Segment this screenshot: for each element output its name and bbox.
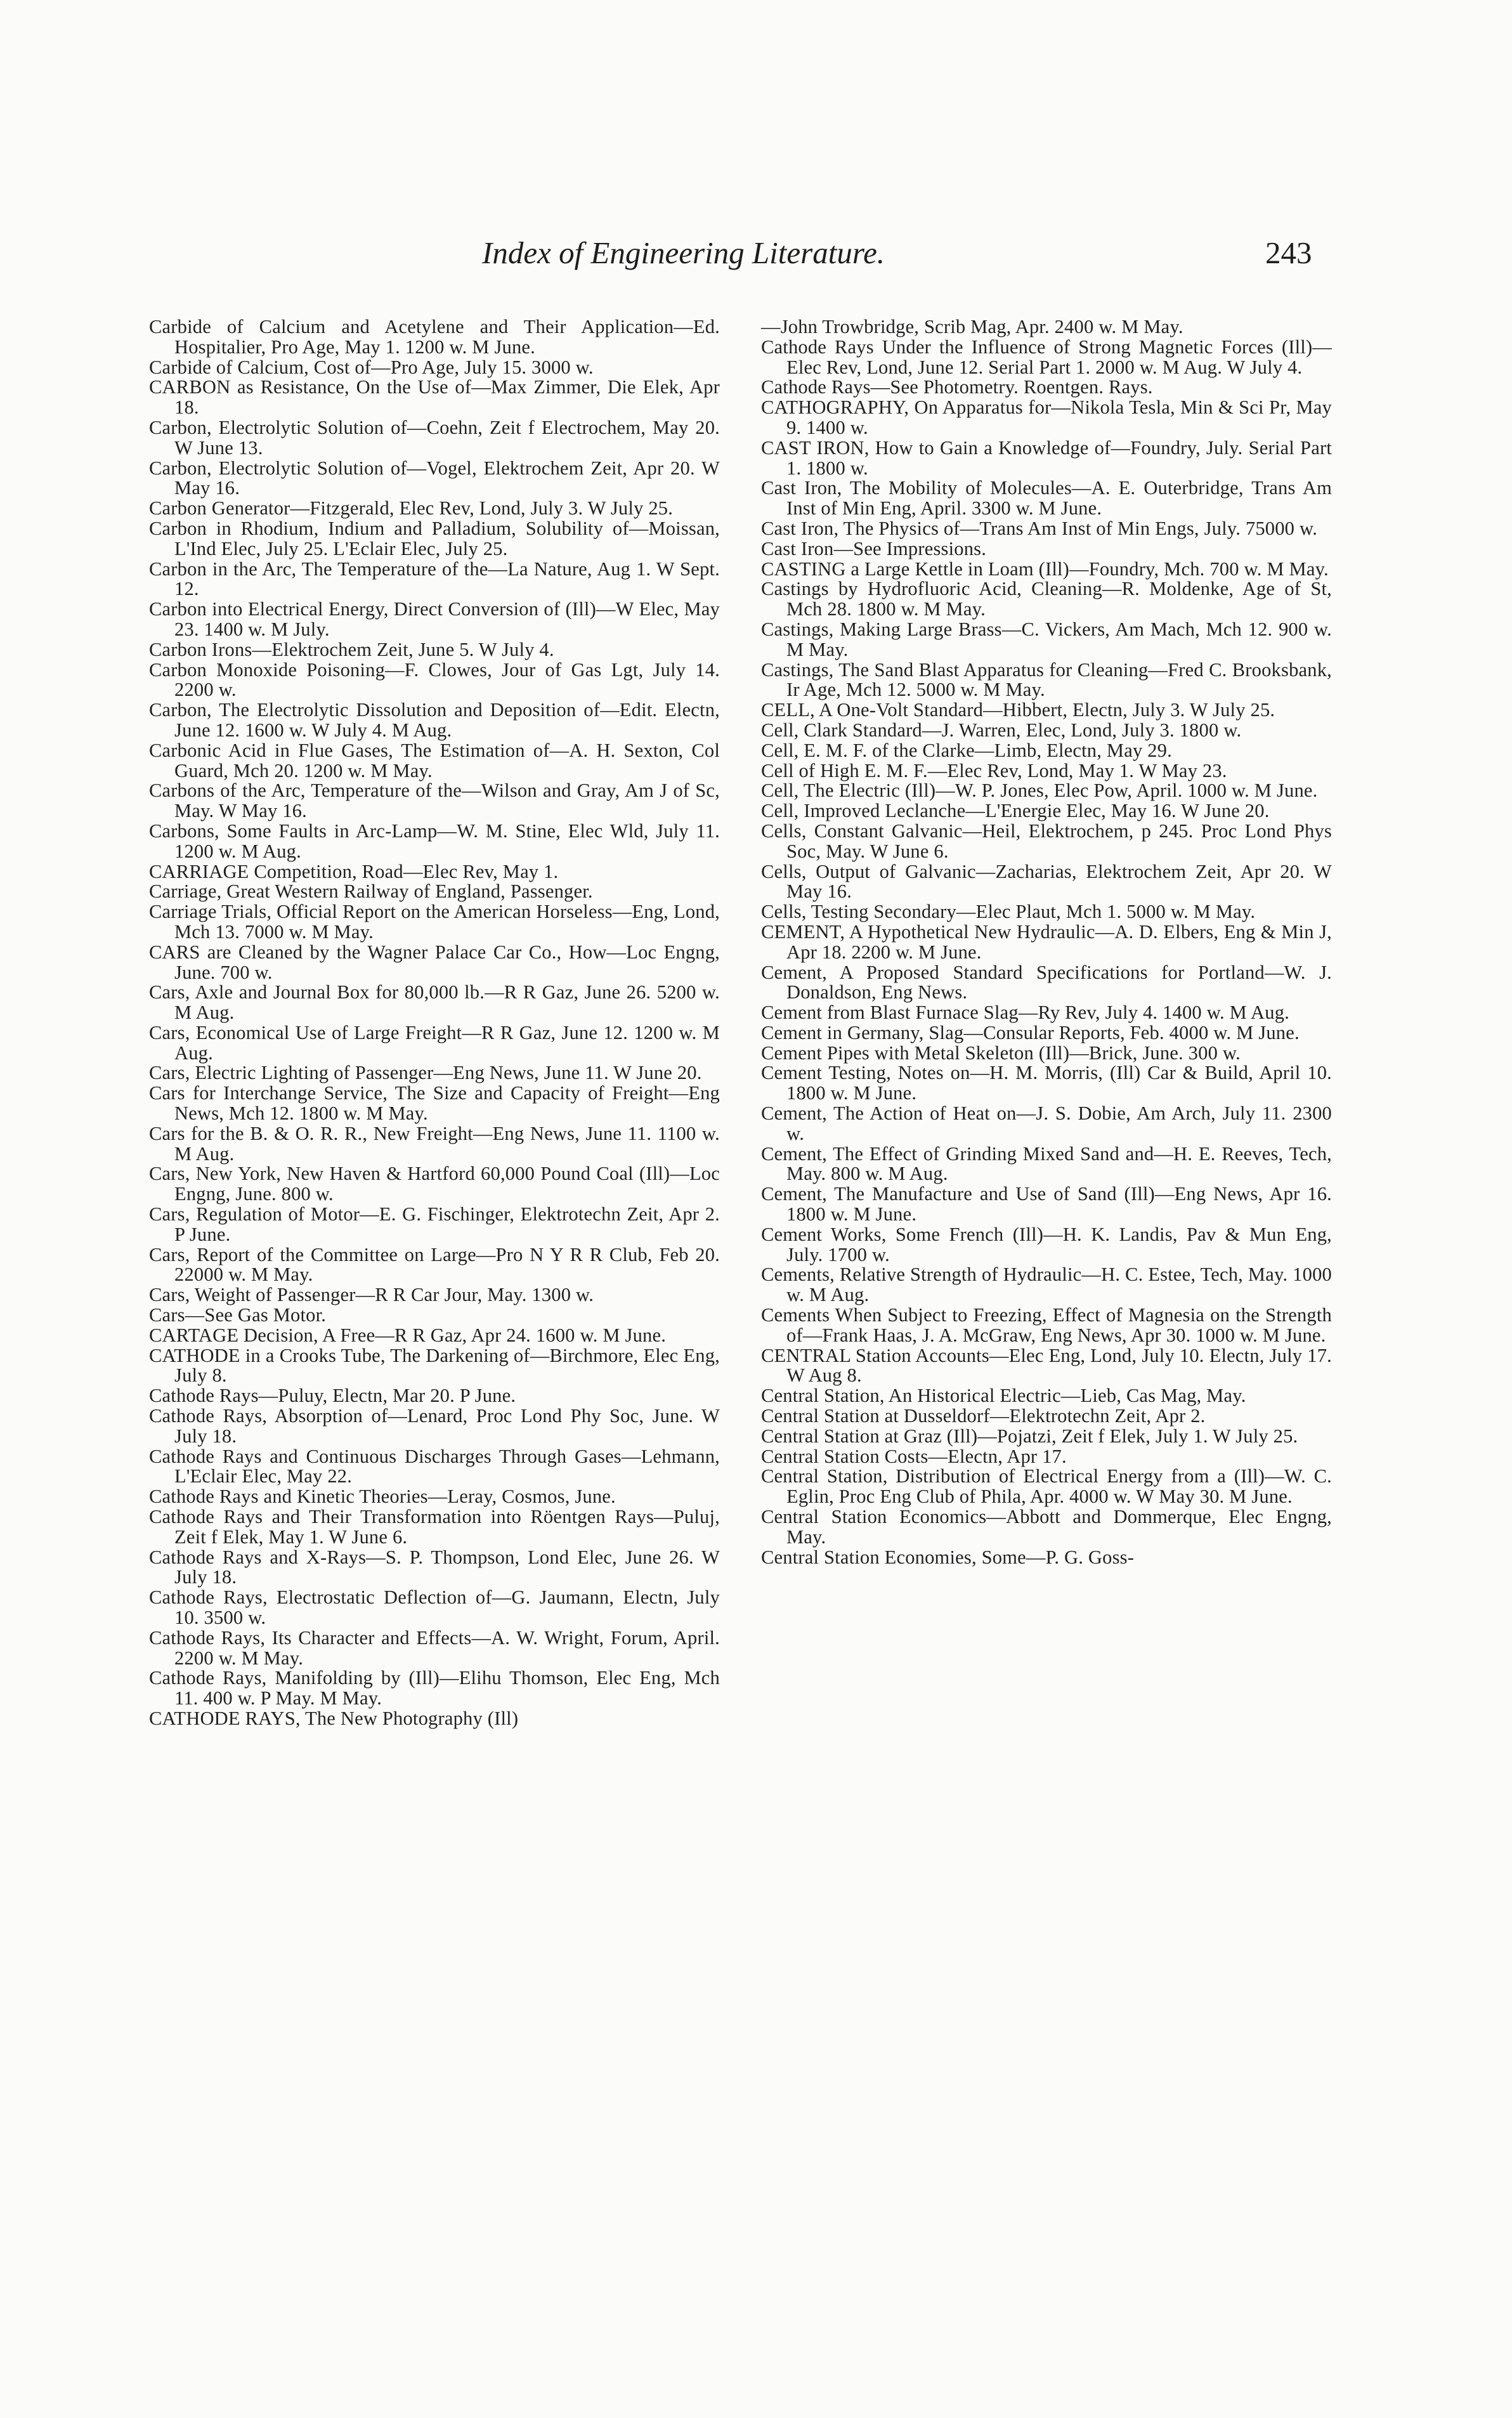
index-entry: Central Station Economics—Abbott and Dommerque, Elec Engng, May. [761,1506,1332,1548]
index-entry: Central Station at Dusseldorf—Elektrotechn Zeit, Apr 2. [761,1405,1206,1427]
index-entry: Central Station, An Historical Electric—Lieb, Cas Mag, May. [761,1385,1246,1407]
index-entry: CARTAGE Decision, A Free—R R Gaz, Apr 24. 1600 w. M June. [149,1324,667,1346]
index-entry: Carbide of Calcium and Acetylene and Their Application—Ed. Hospitalier, Pro Age, May 1. 1200 w. M June. [149,316,720,358]
index-entry: CARBON as Resistance, On the Use of—Max Zimmer, Die Elek, Apr 18. [149,376,720,419]
index-entry: Cells, Testing Secondary—Elec Plaut, Mch 1. 5000 w. M May. [761,901,1256,923]
running-title: Index of Engineering Literature. [482,235,885,270]
index-entry: CEMENT, A Hypothetical New Hydraulic—A. D. Elbers, Eng & Min J, Apr 18. 2200 w. M June. [761,920,1332,963]
index-entry: Cement from Blast Furnace Slag—Ry Rev, July 4. 1400 w. M Aug. [761,1002,1290,1024]
index-entry: Castings by Hydrofluoric Acid, Cleaning—R. Moldenke, Age of St, Mch 28. 1800 w. M May. [761,578,1332,620]
index-entry: Cathode Rays—See Photometry. Roentgen. Rays. [761,376,1153,398]
index-entry: Cars for Interchange Service, The Size and Capacity of Freight—Eng News, Mch 12. 1800 w. M May. [149,1082,720,1125]
index-entry: Cast Iron, The Mobility of Molecules—A. E. Outerbridge, Trans Am Inst of Min Eng, April. 3300 w. M June. [761,477,1332,520]
index-entry: Central Station Costs—Electn, Apr 17. [761,1445,1067,1467]
index-entry: Cars, Report of the Committee on Large—Pro N Y R R Club, Feb 20. 22000 w. M May. [149,1243,720,1286]
index-entry: CARRIAGE Competition, Road—Elec Rev, May 1. [149,860,559,882]
index-entry: Cars, New York, New Haven & Hartford 60,000 Pound Coal (Ill)—Loc Engng, June. 800 w. [149,1163,720,1205]
index-entry: CATHODE in a Crooks Tube, The Darkening of—Birchmore, Elec Eng, July 8. [149,1344,720,1387]
index-entry: Cathode Rays and Kinetic Theories—Leray, Cosmos, June. [149,1486,616,1508]
index-entry: Cast Iron, The Physics of—Trans Am Inst of Min Engs, July. 75000 w. [761,517,1318,539]
index-entry: Cathode Rays—Puluy, Electn, Mar 20. P June. [149,1385,516,1407]
index-entry: Carbon, Electrolytic Solution of—Coehn, Zeit f Electrochem, May 20. W June 13. [149,416,720,459]
index-entry: Cells, Constant Galvanic—Heil, Elektrochem, p 245. Proc Lond Phys Soc, May. W June 6. [761,820,1332,862]
index-entry: CAST IRON, How to Gain a Knowledge of—Foundry, July. Serial Part 1. 1800 w. [761,436,1332,479]
index-entry: Cement, The Manufacture and Use of Sand (Ill)—Eng News, Apr 16. 1800 w. M June. [761,1183,1332,1225]
index-entry: Cars, Axle and Journal Box for 80,000 lb.—R R Gaz, June 26. 5200 w. M Aug. [149,981,720,1024]
index-entry: Carbon in the Arc, The Temperature of the—La Nature, Aug 1. W Sept. 12. [149,558,720,600]
index-entry: Carbon Irons—Elektrochem Zeit, June 5. W July 4. [149,638,554,660]
index-entry: Carbon into Electrical Energy, Direct Conversion of (Ill)—W Elec, May 23. 1400 w. M July. [149,598,720,640]
index-entry: Cars, Weight of Passenger—R R Car Jour, May. 1300 w. [149,1284,594,1306]
index-entry: Cement, The Effect of Grinding Mixed Sand and—H. E. Reeves, Tech, May. 800 w. M Aug. [761,1142,1332,1185]
index-entry: Carbon Generator—Fitzgerald, Elec Rev, Lond, July 3. W July 25. [149,497,674,520]
index-entry: Cathode Rays, Absorption of—Lenard, Proc Lond Phy Soc, June. W July 18. [149,1405,720,1447]
index-entry: Cathode Rays Under the Influence of Strong Magnetic Forces (Ill)—Elec Rev, Lond, June 12. Serial Part 1. 2000 w. M Aug. W July 4. [761,336,1332,378]
index-entry: Cast Iron—See Impressions. [761,537,987,559]
right-column [761,317,1332,1567]
index-entry: Cements, Relative Strength of Hydraulic—H. C. Estee, Tech, May. 1000 w. M Aug. [761,1264,1332,1306]
index-entry: Carbon, The Electrolytic Dissolution and Deposition of—Edit. Electn, June 12. 1600 w. W July 4. M Aug. [149,699,720,741]
index-entry: Carbide of Calcium, Cost of—Pro Age, July 15. 3000 w. [149,356,594,378]
index-entry: Castings, Making Large Brass—C. Vickers, Am Mach, Mch 12. 900 w. M May. [761,618,1332,660]
index-entry: Carbon Monoxide Poisoning—F. Clowes, Jour of Gas Lgt, July 14. 2200 w. [149,658,720,701]
index-entry: Carbon in Rhodium, Indium and Palladium, Solubility of—Moissan, L'Ind Elec, July 25. L'Eclair Elec, July 25. [149,517,720,559]
index-entry: Carbonic Acid in Flue Gases, The Estimation of—A. H. Sexton, Col Guard, Mch 20. 1200 w. M May. [149,739,720,781]
index-entry: Cathode Rays and Their Transformation into Röentgen Rays—Puluj, Zeit f Elek, May 1. W June 6. [149,1506,720,1548]
index-entry: CATHODE RAYS, The New Photography (Ill) [149,1707,519,1729]
index-entry: CELL, A One-Volt Standard—Hibbert, Electn, July 3. W July 25. [761,699,1275,721]
page-number: 243 [1265,235,1312,270]
index-entry: Carriage Trials, Official Report on the American Horseless—Eng, Lond, Mch 13. 7000 w. M May. [149,901,720,943]
index-entry: Castings, The Sand Blast Apparatus for Cleaning—Fred C. Brooksbank, Ir Age, Mch 12. 5000 w. M May. [761,658,1332,701]
index-entry: —John Trowbridge, Scrib Mag, Apr. 2400 w. M May. [761,316,1183,337]
index-entry: Cathode Rays, Electrostatic Deflection of—G. Jaumann, Electn, July 10. 3500 w. [149,1586,720,1628]
index-entry: Cements When Subject to Freezing, Effect of Magnesia on the Strength of—Frank Haas, J. A. McGraw, Eng News, Apr 30. 1000 w. M June. [761,1304,1332,1346]
index-entry: Cell, Improved Leclanche—L'Energie Elec, May 16. W June 20. [761,800,1270,822]
index-entry: Cement Pipes with Metal Skeleton (Ill)—Brick, June. 300 w. [761,1042,1241,1064]
index-entry: Cathode Rays and Continuous Discharges Through Gases—Lehmann, L'Eclair Elec, May 22. [149,1445,720,1487]
index-entry: Cells, Output of Galvanic—Zacharias, Elektrochem Zeit, Apr 20. W May 16. [761,860,1332,903]
index-entry: Central Station Economies, Some—P. G. Goss- [761,1546,1135,1568]
index-entry: Cathode Rays and X-Rays—S. P. Thompson, Lond Elec, June 26. W July 18. [149,1546,720,1588]
index-entry: Carbons of the Arc, Temperature of the—Wilson and Gray, Am J of Sc, May. W May 16. [149,780,720,822]
index-entry: Cement Works, Some French (Ill)—H. K. Landis, Pav & Mun Eng, July. 1700 w. [761,1223,1332,1265]
index-entry: Central Station at Graz (Ill)—Pojatzi, Zeit f Elek, July 1. W July 25. [761,1425,1298,1447]
index-entry: Carriage, Great Western Railway of England, Passenger. [149,880,593,903]
index-entry: CENTRAL Station Accounts—Elec Eng, Lond, July 10. Electn, July 17. W Aug 8. [761,1344,1332,1387]
index-entry: CARS are Cleaned by the Wagner Palace Car Co., How—Loc Engng, June. 700 w. [149,941,720,983]
index-entry: Cement Testing, Notes on—H. M. Morris, (Ill) Car & Build, April 10. 1800 w. M June. [761,1062,1332,1104]
index-entry: Cars, Economical Use of Large Freight—R R Gaz, June 12. 1200 w. M Aug. [149,1021,720,1064]
index-entry: Cars, Regulation of Motor—E. G. Fischinger, Elektrotechn Zeit, Apr 2. P June. [149,1203,720,1245]
index-entry: Carbon, Electrolytic Solution of—Vogel, Elektrochem Zeit, Apr 20. W May 16. [149,457,720,499]
index-entry: Cars for the B. & O. R. R., New Freight—Eng News, June 11. 1100 w. M Aug. [149,1122,720,1165]
index-entry: Cell, Clark Standard—J. Warren, Elec, Lond, July 3. 1800 w. [761,719,1242,741]
left-column [149,317,720,1729]
index-entry: Cell, The Electric (Ill)—W. P. Jones, Elec Pow, April. 1000 w. M June. [761,780,1318,802]
index-entry: Central Station, Distribution of Electrical Energy from a (Ill)—W. C. Eglin, Proc Eng Club of Phila, Apr. 4000 w. W May 30. M June. [761,1465,1332,1508]
index-entry: Cement in Germany, Slag—Consular Reports, Feb. 4000 w. M June. [761,1021,1300,1043]
index-entry: CASTING a Large Kettle in Loam (Ill)—Foundry, Mch. 700 w. M May. [761,558,1329,580]
index-entry: Cell of High E. M. F.—Elec Rev, Lond, May 1. W May 23. [761,759,1227,781]
index-entry: Carbons, Some Faults in Arc-Lamp—W. M. Stine, Elec Wld, July 11. 1200 w. M Aug. [149,820,720,862]
index-entry: Cell, E. M. F. of the Clarke—Limb, Electn, May 29. [761,739,1172,761]
index-entry: Cement, A Proposed Standard Specifications for Portland—W. J. Donaldson, Eng News. [761,961,1332,1003]
index-entry: Cars, Electric Lighting of Passenger—Eng News, June 11. W June 20. [149,1062,702,1084]
index-entry: CATHOGRAPHY, On Apparatus for—Nikola Tesla, Min & Sci Pr, May 9. 1400 w. [761,396,1332,438]
index-entry: Cement, The Action of Heat on—J. S. Dobie, Am Arch, July 11. 2300 w. [761,1102,1332,1144]
index-entry: Cathode Rays, Its Character and Effects—A. W. Wright, Forum, April. 2200 w. M May. [149,1626,720,1669]
index-entry: Cars—See Gas Motor. [149,1304,327,1326]
index-entry: Cathode Rays, Manifolding by (Ill)—Elihu Thomson, Elec Eng, Mch 11. 400 w. P May. M May. [149,1667,720,1709]
